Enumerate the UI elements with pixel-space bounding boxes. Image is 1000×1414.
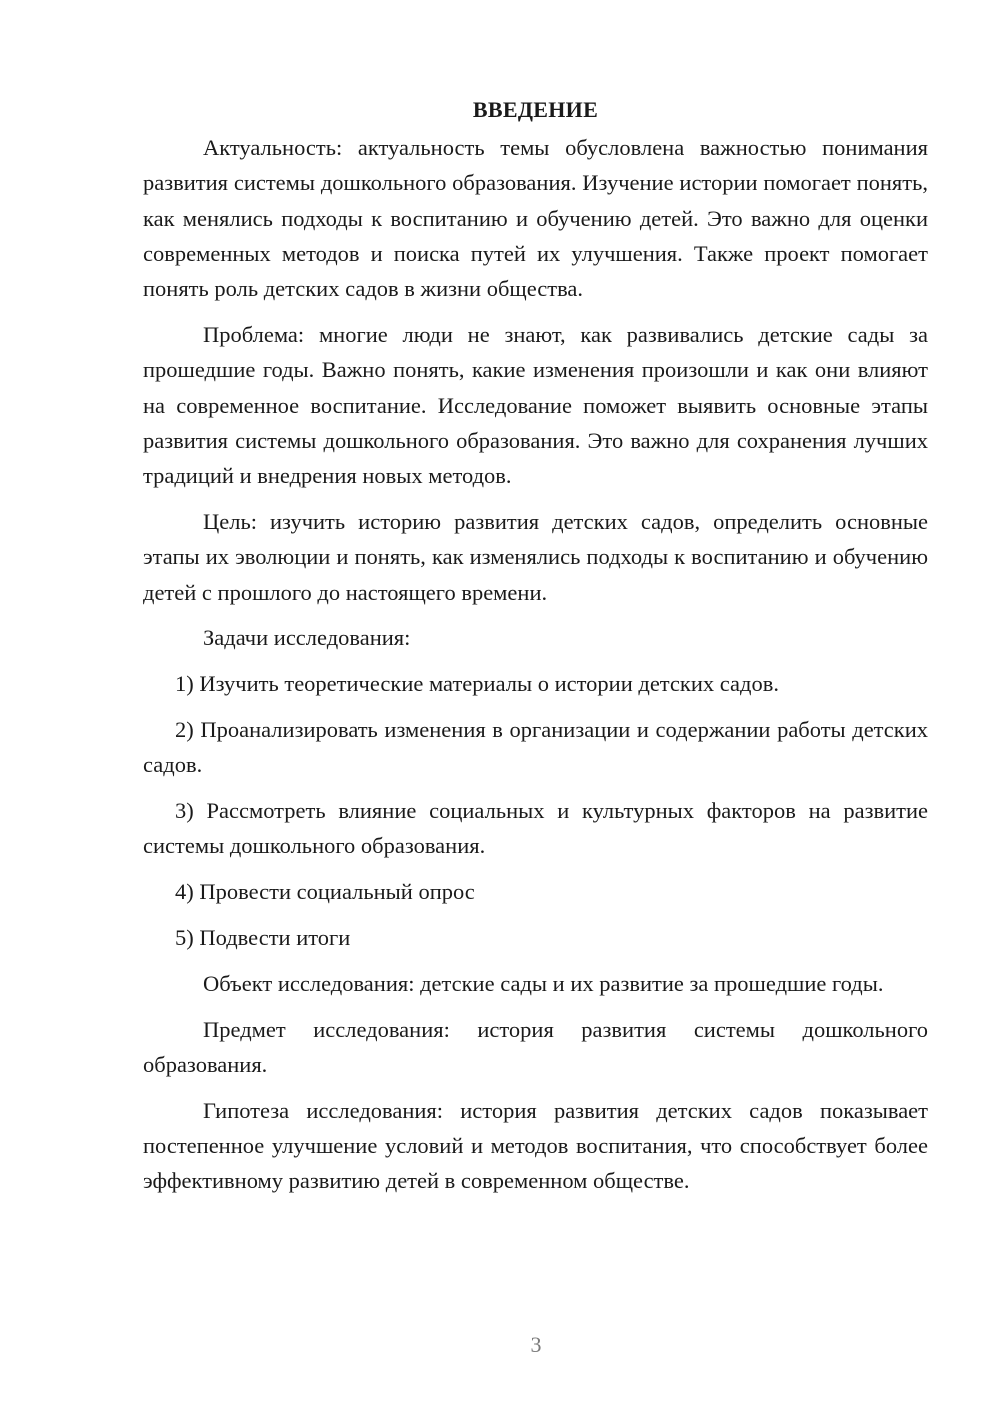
page-content [143,92,928,1209]
task-item-5: 5) Подвести итоги [175,924,351,950]
paragraph-problem: Проблема: многие люди не знают, как развивались детские сады за прошедшие годы. Важно понять, какие изменения произошли и как они влияют на современное воспитание. Исследование поможет выявить основные этапы развития системы дошкольного образования. Это важно для сохранения лучших традиций и внедрения новых методов. [143,321,928,489]
tasks-heading: Задачи исследования: [203,625,411,651]
section-title: ВВЕДЕНИЕ [472,97,599,122]
task-item-3: 3) Рассмотреть влияние социальных и культурных факторов на развитие системы дошкольного образования. [143,798,928,859]
task-item-2: 2) Проанализировать изменения в организации и содержании работы детских садов. [143,716,928,778]
task-item-1: 1) Изучить теоретические материалы о истории детских садов. [175,671,779,697]
paragraph-hypothesis: Гипотеза исследования: история развития детских садов показывает постепенное улучшение условий и методов воспитания, что способствует более эффективному развитию детей в современном обществе. [143,1097,928,1194]
paragraph-object: Объект исследования: детские сады и их развитие за прошедшие годы. [203,970,884,996]
paragraph-goal: Цель: изучить историю развития детских садов, определить основные этапы их эволюции и понять, как изменялись подходы к воспитанию и обучению детей с прошлого до настоящего времени. [143,508,928,605]
paragraph-relevance: Актуальность: актуальность темы обусловлена важностью понимания развития системы дошкольного образования. Изучение истории помогает понять, как менялись подходы к воспитанию и обучению детей. Это важно для оценки современных методов и поиска путей их улучшения. Также проект помогает понять роль детских садов в жизни общества. [143,135,928,302]
page-number: 3 [530,1332,542,1357]
task-item-4: 4) Провести социальный опрос [175,879,475,905]
paragraph-subject: Предмет исследования: история развития системы дошкольного образования. [143,1016,928,1077]
